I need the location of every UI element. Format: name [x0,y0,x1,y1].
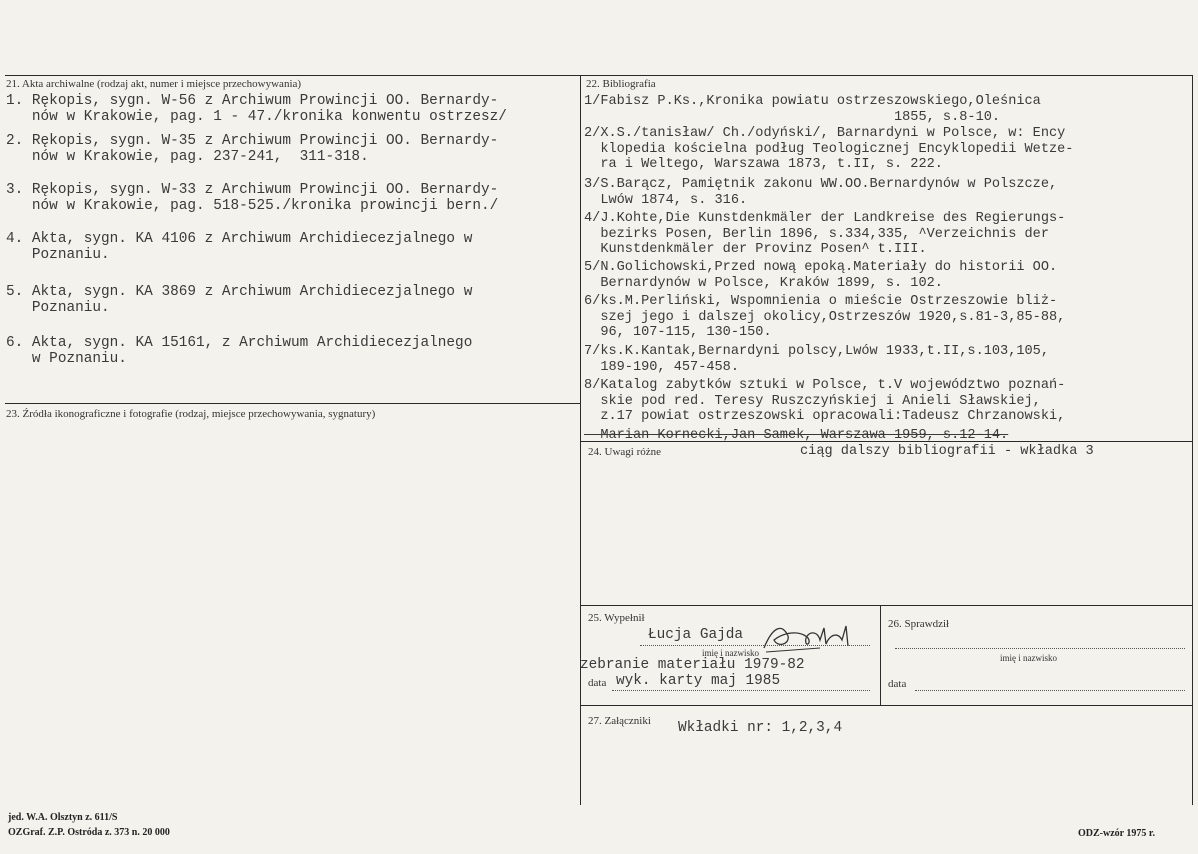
bibliography-entry-8: 8/Katalog zabytków sztuki w Polsce, t.V województwo poznań- skie pod red. Teresy Ruszczyńskiej i Anieli Sławskiej, z.17 powiat ostrzeszowski opracowali:Tadeusz Chrzanowski, [584,378,1066,424]
section-21-label: 21. Akta archiwalne (rodzaj akt, numer i miejsce przechowywania) [6,78,302,90]
bibliography-entry-7: 7/ks.K.Kantak,Bernardyni polscy,Lwów 1933,t.II,s.103,105, 189-190, 457-458. [584,344,1049,375]
section-25-label: 25. Wypełnił [588,612,645,624]
bibliography-entry-8-last-line: Marian Kornecki,Jan Samek, Warszawa 1959, s.12-14. [584,428,1009,443]
printer-line-2: OZGraf. Z.P. Ostróda z. 373 n. 20 000 [8,827,170,838]
right-border [1192,75,1193,805]
archive-entry-5: 5. Akta, sygn. KA 3869 z Archiwum Archidiecezjalnego w Poznaniu. [6,284,473,316]
archive-entry-3: 3. Rękopis, sygn. W-33 z Archiwum Prowincji OO. Bernardy- nów w Krakowie, pag. 518-525./kronika prowincji bern./ [6,182,499,214]
bibliography-entry-3: 3/S.Barącz, Pamiętnik zakonu WW.OO.Bernardynów w Polszcze, Lwów 1874, s. 316. [584,177,1058,208]
archive-entry-2: 2. Rękopis, sygn. W-35 z Archiwum Prowincji OO. Bernardy- nów w Krakowie, pag. 237-241, 311-318. [6,133,499,165]
section-23-label: 23. Źródła ikonograficzne i fotografie (rodzaj, miejsce przechowywania, sygnatury) [6,408,376,420]
filled-by-name: Łucja Gajda [648,627,743,643]
section-27-rule [580,705,1193,706]
bibliography-entry-5: 5/N.Golichowski,Przed nową epoką.Materiały do historii OO. Bernardynów w Polsce, Kraków 1899, s. 102. [584,260,1058,291]
filled-by-date-line [612,690,870,691]
bibliography-entry-4: 4/J.Kohte,Die Kunstdenkmäler der Landkreise des Regierungs- bezirks Posen, Berlin 1896, s.334,335, ^Verzeichnis der Kunstdenkmäler der Provinz Posen^ t.III. [584,211,1066,257]
archive-entry-6: 6. Akta, sygn. KA 15161, z Archiwum Archidiecezjalnego w Poznaniu. [6,335,473,367]
section-26-label: 26. Sprawdził [888,618,950,630]
filled-by-name-line [640,645,870,646]
section-25-rule [580,605,1193,606]
bibliography-entry-2: 2/X.S./tanisław/ Ch./odyński/, Barnardyni w Polsce, w: Ency klopedia kościelna podług Teologicznej Encyklopedii Wetze- ra i Weltego, Warszawa 1873, t.II, s. 222. [584,126,1074,172]
attachments-value: Wkładki nr: 1,2,3,4 [678,720,843,736]
checked-by-name-line [895,648,1185,649]
filled-by-date-label: data [588,677,607,689]
form-template-id: ODZ-wzór 1975 r. [1078,828,1155,839]
checked-by-date-line [915,690,1185,691]
section-23-rule [5,403,580,404]
filled-by-extra-note: zebranie materiału 1979-82 [580,657,805,673]
section-24-label: 24. Uwagi różne [588,446,662,458]
center-divider [580,75,581,805]
bibliography-entry-1: 1/Fabisz P.Ks.,Kronika powiatu ostrzeszowskiego,Oleśnica 1855, s.8-10. [584,94,1041,125]
signature-image [760,618,855,658]
bibliography-entry-6: 6/ks.M.Perliński, Wspomnienia o mieście Ostrzeszowie bliż- szej jego i dalszej okolicy,Ostrzeszów 1920,s.81-3,85-88, 96, 107-115, 130-150. [584,294,1066,340]
filled-by-name-caption: imię i nazwisko [702,648,759,658]
checked-by-date-label: data [888,678,907,690]
archive-entry-4: 4. Akta, sygn. KA 4106 z Archiwum Archidiecezjalnego w Poznaniu. [6,231,473,263]
filled-by-date-value: wyk. karty maj 1985 [616,673,781,689]
section-25-26-divider [880,605,881,705]
checked-by-name-caption: imię i nazwisko [1000,653,1057,663]
section-22-label: 22. Bibliografia [586,78,656,90]
printer-line-1: jed. W.A. Olsztyn z. 611/S [8,812,118,823]
archive-entry-1: 1. Rękopis, sygn. W-56 z Archiwum Prowincji OO. Bernardy- nów w Krakowie, pag. 1 - 47./kronika konwentu ostrzesz/ [6,93,507,125]
section-27-label: 27. Załączniki [588,715,651,727]
remarks-note: ciąg dalszy bibliografii - wkładka 3 [800,444,1094,459]
top-rule [5,75,1193,76]
